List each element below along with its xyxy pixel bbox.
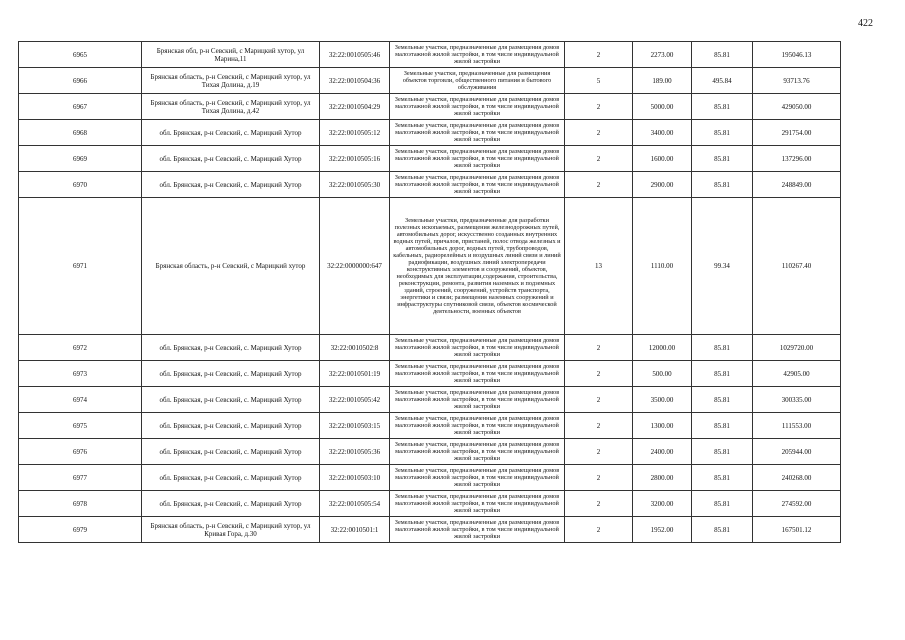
category-cell: 2 [565,387,633,413]
rate-cell: 85.81 [692,120,753,146]
area-cell: 1110.00 [633,198,692,335]
cadastral-number-cell: 32:22:0010503:10 [320,465,390,491]
cadastral-number-cell: 32:22:0010503:15 [320,413,390,439]
row-number-cell: 6979 [19,517,142,543]
cadastral-value-cell: 195046.13 [753,42,841,68]
land-use-cell: Земельные участки, предназначенные для размещения объектов торговли, общественного питания и бытового обслуживания [390,68,565,94]
rate-cell: 85.81 [692,361,753,387]
cadastral-value-cell: 167501.12 [753,517,841,543]
land-use-cell: Земельные участки, предназначенные для размещения домов малоэтажной жилой застройки, в том числе индивидуальной жилой застройки [390,42,565,68]
address-cell: Брянская обл, р-н Севский, с Марицкий хутор, ул Марина,11 [142,42,320,68]
row-number-cell: 6967 [19,94,142,120]
cadastral-number-cell: 32:22:0010505:54 [320,491,390,517]
category-cell: 2 [565,172,633,198]
address-cell: обл. Брянская, р-н Севский, с. Марицкий Хутор [142,387,320,413]
address-cell: Брянская область, р-н Севский, с Марицкий хутор, ул Тихая Долина, д.42 [142,94,320,120]
area-cell: 3500.00 [633,387,692,413]
table-row [19,68,841,94]
land-use-cell: Земельные участки, предназначенные для размещения домов малоэтажной жилой застройки, в том числе индивидуальной жилой застройки [390,413,565,439]
category-cell: 2 [565,413,633,439]
cadastral-value-cell: 248849.00 [753,172,841,198]
land-use-cell: Земельные участки, предназначенные для размещения домов малоэтажной жилой застройки, в том числе индивидуальной жилой застройки [390,120,565,146]
land-use-cell: Земельные участки, предназначенные для размещения домов малоэтажной жилой застройки, в том числе индивидуальной жилой застройки [390,361,565,387]
land-use-cell: Земельные участки, предназначенные для размещения домов малоэтажной жилой застройки, в том числе индивидуальной жилой застройки [390,439,565,465]
land-use-cell: Земельные участки, предназначенные для размещения домов малоэтажной жилой застройки, в том числе индивидуальной жилой застройки [390,335,565,361]
cadastral-value-cell: 93713.76 [753,68,841,94]
area-cell: 1300.00 [633,413,692,439]
cadastral-number-cell: 32:22:0010504:29 [320,94,390,120]
address-cell: Брянская область, р-н Севский, с Марицкий хутор [142,198,320,335]
rate-cell: 85.81 [692,387,753,413]
address-cell: обл. Брянская, р-н Севский, с. Марицкий Хутор [142,413,320,439]
page-number: 422 [858,18,873,29]
cadastral-number-cell: 32:22:0010505:12 [320,120,390,146]
land-use-cell: Земельные участки, предназначенные для размещения домов малоэтажной жилой застройки, в том числе индивидуальной жилой застройки [390,387,565,413]
row-number-cell: 6966 [19,68,142,94]
land-use-cell: Земельные участки, предназначенные для размещения домов малоэтажной жилой застройки, в том числе индивидуальной жилой застройки [390,146,565,172]
cadastral-number-cell: 32:22:0010505:36 [320,439,390,465]
table-row [19,491,841,517]
cadastral-value-cell: 205944.00 [753,439,841,465]
table-row [19,198,841,335]
area-cell: 5000.00 [633,94,692,120]
table-body [19,42,841,543]
row-number-cell: 6971 [19,198,142,335]
area-cell: 2900.00 [633,172,692,198]
address-cell: обл. Брянская, р-н Севский, с. Марицкий Хутор [142,120,320,146]
rate-cell: 85.81 [692,465,753,491]
rate-cell: 85.81 [692,517,753,543]
table-row [19,387,841,413]
cadastral-value-cell: 42905.00 [753,361,841,387]
row-number-cell: 6977 [19,465,142,491]
area-cell: 3200.00 [633,491,692,517]
table-row [19,120,841,146]
rate-cell: 85.81 [692,146,753,172]
table-row [19,146,841,172]
category-cell: 2 [565,491,633,517]
category-cell: 2 [565,120,633,146]
row-number-cell: 6965 [19,42,142,68]
row-number-cell: 6973 [19,361,142,387]
cadastral-number-cell: 32:22:0010501:19 [320,361,390,387]
area-cell: 1600.00 [633,146,692,172]
cadastral-number-cell: 32:22:0010505:42 [320,387,390,413]
rate-cell: 85.81 [692,335,753,361]
area-cell: 500.00 [633,361,692,387]
area-cell: 12000.00 [633,335,692,361]
address-cell: обл. Брянская, р-н Севский, с. Марицкий Хутор [142,335,320,361]
rate-cell: 85.81 [692,413,753,439]
table-row [19,361,841,387]
rate-cell: 85.81 [692,172,753,198]
cadastral-value-cell: 137296.00 [753,146,841,172]
category-cell: 2 [565,42,633,68]
row-number-cell: 6968 [19,120,142,146]
cadastral-number-cell: 32:22:0010505:16 [320,146,390,172]
cadastral-number-cell: 32:22:0010502:8 [320,335,390,361]
table-row [19,465,841,491]
table-row [19,94,841,120]
row-number-cell: 6978 [19,491,142,517]
address-cell: обл. Брянская, р-н Севский, с. Марицкий Хутор [142,361,320,387]
area-cell: 2800.00 [633,465,692,491]
rate-cell: 85.81 [692,439,753,465]
table-row [19,335,841,361]
address-cell: Брянская область, р-н Севский, с Марицкий хутор, ул Тихая Долина, д.19 [142,68,320,94]
address-cell: Брянская область, р-н Севский, с Марицкий хутор, ул Кривая Гора, д.30 [142,517,320,543]
category-cell: 2 [565,94,633,120]
address-cell: обл. Брянская, р-н Севский, с. Марицкий Хутор [142,146,320,172]
cadastral-number-cell: 32:22:0010504:36 [320,68,390,94]
area-cell: 3400.00 [633,120,692,146]
category-cell: 2 [565,439,633,465]
address-cell: обл. Брянская, р-н Севский, с. Марицкий Хутор [142,172,320,198]
cadastral-number-cell: 32:22:0010505:30 [320,172,390,198]
cadastral-number-cell: 32:22:0000000:647 [320,198,390,335]
category-cell: 5 [565,68,633,94]
rate-cell: 85.81 [692,42,753,68]
cadastral-number-cell: 32:22:0010501:1 [320,517,390,543]
rate-cell: 85.81 [692,491,753,517]
row-number-cell: 6976 [19,439,142,465]
land-registry-table [18,41,841,543]
land-use-cell: Земельные участки, предназначенные для размещения домов малоэтажной жилой застройки, в том числе индивидуальной жилой застройки [390,517,565,543]
cadastral-value-cell: 110267.40 [753,198,841,335]
category-cell: 2 [565,335,633,361]
land-use-cell: Земельные участки, предназначенные для размещения домов малоэтажной жилой застройки, в том числе индивидуальной жилой застройки [390,491,565,517]
address-cell: обл. Брянская, р-н Севский, с. Марицкий Хутор [142,465,320,491]
table-row [19,517,841,543]
area-cell: 2273.00 [633,42,692,68]
table-row [19,172,841,198]
land-use-cell: Земельные участки, предназначенные для размещения домов малоэтажной жилой застройки, в том числе индивидуальной жилой застройки [390,94,565,120]
cadastral-value-cell: 111553.00 [753,413,841,439]
category-cell: 2 [565,146,633,172]
area-cell: 189.00 [633,68,692,94]
land-use-cell: Земельные участки, предназначенные для размещения домов малоэтажной жилой застройки, в том числе индивидуальной жилой застройки [390,465,565,491]
category-cell: 2 [565,517,633,543]
address-cell: обл. Брянская, р-н Севский, с. Марицкий Хутор [142,439,320,465]
table-row [19,439,841,465]
cadastral-value-cell: 240268.00 [753,465,841,491]
land-use-cell: Земельные участки, предназначенные для размещения домов малоэтажной жилой застройки, в том числе индивидуальной жилой застройки [390,172,565,198]
cadastral-value-cell: 1029720.00 [753,335,841,361]
row-number-cell: 6969 [19,146,142,172]
area-cell: 1952.00 [633,517,692,543]
row-number-cell: 6974 [19,387,142,413]
cadastral-value-cell: 274592.00 [753,491,841,517]
category-cell: 2 [565,465,633,491]
land-use-cell: Земельные участки, предназначенные для разработки полезных ископаемых, размещения железнодорожных путей, автомобильных дорог, искусственно созданных внутренних водных путей, причалов, пристаней, полос отвода железных и автомобильных дорог, водных путей, трубопроводов, кабельных, радиорелейных и воздушных линий связи и линий радиофикации, воздушных линий электропередачи конструктивных элементов и сооружений, объектов, необходимых для эксплуатации,содержания, строительства, реконструкции, ремонта, развития наземных и подземных зданий, строений, сооружений, устройств транспорта, энергетики и связи; размещения наземных сооружений и инфраструктуры спутниковой связи, объектов космической деятельности, военных объектов [390,198,565,335]
rate-cell: 85.81 [692,94,753,120]
row-number-cell: 6970 [19,172,142,198]
row-number-cell: 6972 [19,335,142,361]
rate-cell: 99.34 [692,198,753,335]
category-cell: 2 [565,361,633,387]
category-cell: 13 [565,198,633,335]
cadastral-value-cell: 429050.00 [753,94,841,120]
row-number-cell: 6975 [19,413,142,439]
cadastral-value-cell: 300335.00 [753,387,841,413]
table-row [19,42,841,68]
cadastral-value-cell: 291754.00 [753,120,841,146]
address-cell: обл. Брянская, р-н Севский, с. Марицкий Хутор [142,491,320,517]
cadastral-number-cell: 32:22:0010505:46 [320,42,390,68]
area-cell: 2400.00 [633,439,692,465]
rate-cell: 495.84 [692,68,753,94]
table-row [19,413,841,439]
